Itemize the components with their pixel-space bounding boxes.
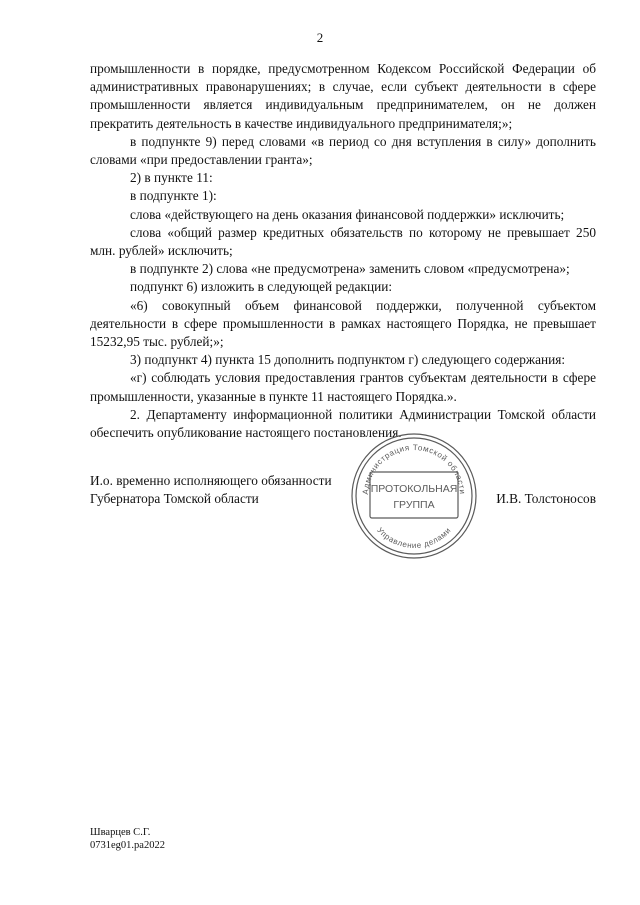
stamp-outer-ring: [352, 434, 476, 558]
signer-title-line1: И.о. временно исполняющего обязанности: [90, 473, 332, 488]
paragraph: подпункт 6) изложить в следующей редакции:: [130, 279, 393, 295]
stamp-ring-bottom-text: Управление делами: [375, 525, 453, 551]
stamp-inner-ring: [356, 438, 472, 554]
signer-title: [90, 472, 370, 508]
document-body: [90, 60, 596, 442]
stamp-center-box: [370, 472, 458, 518]
paragraph: 2) в пункте 11:: [130, 170, 213, 186]
footer-code: 0731eg01.pa2022: [90, 840, 165, 851]
stamp-center-line2: ГРУППА: [393, 499, 435, 511]
stamp-center-line1: ПРОТОКОЛЬНАЯ: [370, 483, 458, 495]
paragraph: промышленности в порядке, предусмотренном Кодексом Российской Федерации об административных правонарушениях; в случае, если субъект деятельности в сфере промышленности является индивидуальным предпринимателем, он не должен прекратить деятельность в качестве индивидуального предпринимателя;»;: [90, 61, 596, 131]
signer-title-line2: Губернатора Томской области: [90, 491, 259, 507]
paragraph: 2. Департаменту информационной политики Администрации Томской области обеспечить опубликование настоящего постановления.: [90, 406, 596, 441]
paragraph: 3) подпункт 4) пункта 15 дополнить подпунктом г) следующего содержания:: [130, 352, 566, 368]
signer-name: И.В. Толстоносов: [496, 491, 596, 506]
official-stamp: [348, 430, 480, 562]
paragraph: слова «общий размер кредитных обязательств по которому не превышает 250 млн. рублей» исключить;: [90, 224, 596, 259]
paragraph: слова «действующего на день оказания финансовой поддержки» исключить;: [130, 206, 565, 222]
signature-block: [90, 472, 596, 572]
paragraph: в подпункте 2) слова «не предусмотрена» заменить словом «предусмотрена»;: [130, 261, 570, 277]
footer-author: Шварцев С.Г.: [90, 827, 151, 838]
stamp-ring-top-text: Администрация Томской области: [360, 442, 468, 495]
paragraph: в подпункте 9) перед словами «в период со дня вступления в силу» дополнить словами «при предоставлении гранта»;: [90, 133, 596, 168]
paragraph: «6) совокупный объем финансовой поддержки, полученной субъектом деятельности в сфере промышленности в рамках настоящего Порядка, не превышает 15232,95 тыс. рублей;»;: [90, 297, 596, 350]
footer: [90, 826, 165, 852]
paragraph: в подпункте 1):: [130, 188, 217, 204]
page-number: 2: [316, 30, 324, 45]
paragraph: «г) соблюдать условия предоставления грантов субъектам деятельности в сфере промышленности, указанные в пункте 11 настоящего Порядка.».: [90, 370, 596, 404]
